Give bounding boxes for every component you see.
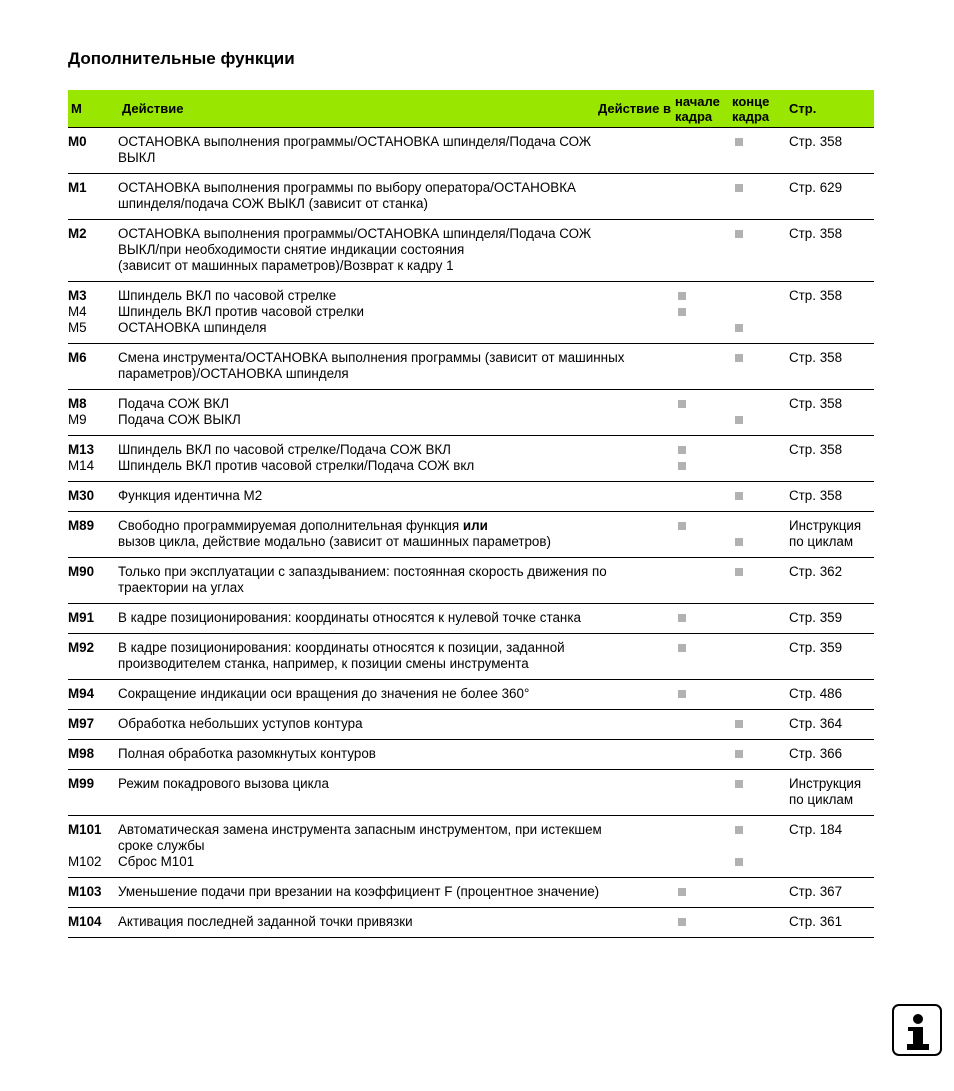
table-row (68, 908, 874, 938)
m-code: M1 (68, 180, 87, 195)
start-of-block-cell (675, 634, 732, 680)
description-text: (зависит от машинных параметров)/Возврат к кадру 1 (118, 258, 454, 273)
m-code: M30 (68, 488, 95, 503)
description-text: Свободно программируемая дополнительная функция (118, 518, 460, 533)
description-line (118, 196, 675, 212)
info-icon (892, 1004, 942, 1056)
start-of-block-cell (675, 558, 732, 604)
m-code-cell (68, 634, 118, 680)
description-cell (118, 908, 675, 938)
end-of-block-cell (732, 390, 789, 436)
start-mark-square-icon (678, 644, 686, 652)
end-of-block-cell (732, 174, 789, 220)
page-ref-cell (789, 220, 874, 282)
description-cell (118, 344, 675, 390)
m-code: M13 (68, 442, 95, 457)
m-code: M104 (68, 914, 102, 929)
description-line (118, 134, 675, 150)
start-mark-square-icon (678, 888, 686, 896)
description-text: ОСТАНОВКА выполнения программы/ОСТАНОВКА шпинделя/Подача СОЖ (118, 226, 592, 241)
description-line (118, 412, 675, 428)
page-ref: Стр. 366 (789, 746, 843, 761)
start-of-block-cell (675, 390, 732, 436)
page-ref-cell (789, 436, 874, 482)
end-mark-square-icon (735, 138, 743, 146)
m-code-cell (68, 344, 118, 390)
end-of-block-cell (732, 128, 789, 174)
description-cell (118, 710, 675, 740)
m-code-cell (68, 558, 118, 604)
m-code: M101 (68, 822, 102, 837)
start-of-block-cell (675, 174, 732, 220)
start-of-block-cell (675, 344, 732, 390)
table-row (68, 390, 874, 436)
description-line (118, 320, 675, 336)
m-code-cell (68, 174, 118, 220)
m-code: M94 (68, 686, 95, 701)
header-page: Стр. (789, 90, 874, 128)
description-text: Шпиндель ВКЛ против часовой стрелки/Подача СОЖ вкл (118, 458, 475, 473)
description-line (118, 518, 675, 534)
page-ref: Стр. 358 (789, 350, 843, 365)
end-of-block-cell (732, 634, 789, 680)
page-ref-cell (789, 344, 874, 390)
start-of-block-cell (675, 482, 732, 512)
description-cell (118, 390, 675, 436)
end-mark-square-icon (735, 750, 743, 758)
description-line (118, 258, 675, 274)
description-cell (118, 128, 675, 174)
description-line (118, 746, 675, 762)
start-of-block-cell (675, 128, 732, 174)
description-text: Обработка небольших уступов контура (118, 716, 363, 731)
table-row (68, 604, 874, 634)
description-cell (118, 604, 675, 634)
m-code: M4 (68, 304, 87, 319)
description-text: Сокращение индикации оси вращения до значения не более 360° (118, 686, 530, 701)
m-code: M102 (68, 854, 102, 869)
start-mark-square-icon (678, 522, 686, 530)
page-ref-cell (789, 128, 874, 174)
description-line (118, 776, 675, 792)
page-ref: Стр. 629 (789, 180, 843, 195)
page-ref-cell (789, 710, 874, 740)
description-cell (118, 680, 675, 710)
description-text: параметров)/ОСТАНОВКА шпинделя (118, 366, 349, 381)
end-of-block-cell (732, 482, 789, 512)
description-text: ВЫКЛ (118, 150, 156, 165)
page-ref: Инструкция (789, 776, 862, 791)
table-row (68, 512, 874, 558)
m-code: M14 (68, 458, 95, 473)
page-ref: Стр. 362 (789, 564, 843, 579)
header-action: Действие (122, 100, 184, 116)
end-of-block-cell (732, 604, 789, 634)
page-ref-cell (789, 634, 874, 680)
table-header-row (68, 90, 874, 128)
table-row (68, 482, 874, 512)
table-row (68, 816, 874, 878)
table-row (68, 878, 874, 908)
end-of-block-cell (732, 710, 789, 740)
page-ref: по циклам (789, 534, 854, 549)
end-of-block-cell (732, 816, 789, 878)
m-code: M6 (68, 350, 87, 365)
description-cell (118, 282, 675, 344)
start-mark-square-icon (678, 446, 686, 454)
page-ref: Стр. 184 (789, 822, 843, 837)
description-text: Автоматическая замена инструмента запасным инструментом, при истекшем (118, 822, 602, 837)
m-code-cell (68, 604, 118, 634)
description-text: Уменьшение подачи при врезании на коэффициент F (процентное значение) (118, 884, 600, 899)
header-end-line2: кадра (732, 108, 770, 124)
end-of-block-cell (732, 344, 789, 390)
description-text: Активация последней заданной точки привязки (118, 914, 413, 929)
description-cell (118, 482, 675, 512)
header-start-line2: кадра (675, 108, 713, 124)
table-row (68, 128, 874, 174)
header-action-cell (118, 90, 675, 128)
table-row (68, 770, 874, 816)
description-text: Подача СОЖ ВЫКЛ (118, 412, 241, 427)
description-cell (118, 436, 675, 482)
description-emphasis: или (462, 518, 488, 533)
description-text: ОСТАНОВКА шпинделя (118, 320, 267, 335)
page-ref-cell (789, 482, 874, 512)
description-text: Подача СОЖ ВКЛ (118, 396, 229, 411)
description-cell (118, 770, 675, 816)
description-line (118, 656, 675, 672)
description-text: В кадре позиционирования: координаты относятся к нулевой точке станка (118, 610, 581, 625)
header-m: M (68, 90, 118, 128)
description-line (118, 150, 675, 166)
description-line (118, 822, 675, 838)
page-ref: по циклам (789, 792, 854, 807)
page-ref: Стр. 358 (789, 288, 843, 303)
description-line (118, 366, 675, 382)
m-code: M98 (68, 746, 95, 761)
description-line (118, 610, 675, 626)
start-of-block-cell (675, 770, 732, 816)
page-ref-cell (789, 908, 874, 938)
page-ref: Стр. 367 (789, 884, 843, 899)
description-text: вызов цикла, действие модально (зависит от машинных параметров) (118, 534, 551, 549)
m-code: M5 (68, 320, 87, 335)
page-ref-cell (789, 558, 874, 604)
header-end-of-block (732, 90, 789, 128)
m-code-cell (68, 878, 118, 908)
table-row (68, 344, 874, 390)
start-of-block-cell (675, 282, 732, 344)
m-code: M91 (68, 610, 95, 625)
start-mark-square-icon (678, 690, 686, 698)
description-text: Шпиндель ВКЛ по часовой стрелке/Подача СОЖ ВКЛ (118, 442, 451, 457)
description-line (118, 534, 675, 550)
end-mark-square-icon (735, 324, 743, 332)
description-text: Сброс M101 (118, 854, 195, 869)
end-mark-square-icon (735, 492, 743, 500)
description-line (118, 350, 675, 366)
m-code-cell (68, 908, 118, 938)
description-text: ВЫКЛ/при необходимости снятие индикации состояния (118, 242, 465, 257)
description-line (118, 288, 675, 304)
m-code: M89 (68, 518, 95, 533)
m-code-cell (68, 220, 118, 282)
m-code-cell (68, 128, 118, 174)
end-of-block-cell (732, 282, 789, 344)
description-line (118, 458, 675, 474)
m-code: M3 (68, 288, 87, 303)
end-mark-square-icon (735, 826, 743, 834)
description-text: Режим покадрового вызова цикла (118, 776, 329, 791)
page-ref-cell (789, 512, 874, 558)
page-ref-cell (789, 740, 874, 770)
description-line (118, 716, 675, 732)
start-of-block-cell (675, 740, 732, 770)
page-ref: Стр. 486 (789, 686, 843, 701)
page-ref-cell (789, 282, 874, 344)
end-of-block-cell (732, 770, 789, 816)
m-code-cell (68, 282, 118, 344)
description-line (118, 564, 675, 580)
start-mark-square-icon (678, 918, 686, 926)
table-row (68, 436, 874, 482)
page-ref: Стр. 358 (789, 226, 843, 241)
start-mark-square-icon (678, 614, 686, 622)
page-ref-cell (789, 816, 874, 878)
end-mark-square-icon (735, 720, 743, 728)
table-row (68, 282, 874, 344)
table-row (68, 680, 874, 710)
description-line (118, 488, 675, 504)
description-text: траектории на углах (118, 580, 244, 595)
page-ref: Стр. 358 (789, 488, 843, 503)
m-code-cell (68, 680, 118, 710)
start-mark-square-icon (678, 400, 686, 408)
end-of-block-cell (732, 436, 789, 482)
page-ref-cell (789, 770, 874, 816)
m-code-cell (68, 482, 118, 512)
table-row (68, 634, 874, 680)
description-cell (118, 634, 675, 680)
m-code-cell (68, 740, 118, 770)
table-row (68, 220, 874, 282)
description-line (118, 884, 675, 900)
end-of-block-cell (732, 680, 789, 710)
start-of-block-cell (675, 604, 732, 634)
description-text: Шпиндель ВКЛ по часовой стрелке (118, 288, 337, 303)
table-row (68, 740, 874, 770)
start-of-block-cell (675, 908, 732, 938)
description-line (118, 914, 675, 930)
end-of-block-cell (732, 512, 789, 558)
description-line (118, 442, 675, 458)
page-ref: Инструкция (789, 518, 862, 533)
start-mark-square-icon (678, 292, 686, 300)
end-of-block-cell (732, 878, 789, 908)
description-line (118, 226, 675, 242)
end-mark-square-icon (735, 354, 743, 362)
description-text: шпинделя/подача СОЖ ВЫКЛ (зависит от станка) (118, 196, 428, 211)
description-cell (118, 816, 675, 878)
header-action-in: Действие в (597, 100, 671, 116)
page-ref: Стр. 358 (789, 396, 843, 411)
end-mark-square-icon (735, 416, 743, 424)
table-row (68, 710, 874, 740)
description-text: ОСТАНОВКА выполнения программы по выбору оператора/ОСТАНОВКА (118, 180, 576, 195)
page-ref: Стр. 361 (789, 914, 843, 929)
description-text: сроке службы (118, 838, 205, 853)
m-code-cell (68, 770, 118, 816)
end-of-block-cell (732, 558, 789, 604)
table-row (68, 558, 874, 604)
start-of-block-cell (675, 680, 732, 710)
start-of-block-cell (675, 220, 732, 282)
start-of-block-cell (675, 878, 732, 908)
end-mark-square-icon (735, 184, 743, 192)
end-mark-square-icon (735, 568, 743, 576)
description-line (118, 304, 675, 320)
table-row (68, 174, 874, 220)
start-mark-square-icon (678, 462, 686, 470)
m-code: M97 (68, 716, 95, 731)
page-ref: Стр. 364 (789, 716, 843, 731)
end-mark-square-icon (735, 538, 743, 546)
description-line (118, 580, 675, 596)
start-of-block-cell (675, 710, 732, 740)
m-code: M2 (68, 226, 87, 241)
page-ref: Стр. 358 (789, 442, 843, 457)
description-text: Только при эксплуатации с запаздыванием: постоянная скорость движения по (118, 564, 607, 579)
description-text: производителем станка, например, к позиции смены инструмента (118, 656, 529, 671)
description-cell (118, 174, 675, 220)
description-line (118, 180, 675, 196)
description-line (118, 640, 675, 656)
m-code: M90 (68, 564, 95, 579)
m-code: M99 (68, 776, 95, 791)
description-text: Смена инструмента/ОСТАНОВКА выполнения программы (зависит от машинных (118, 350, 625, 365)
description-text: ОСТАНОВКА выполнения программы/ОСТАНОВКА шпинделя/Подача СОЖ (118, 134, 592, 149)
page-ref-cell (789, 390, 874, 436)
description-line (118, 686, 675, 702)
end-of-block-cell (732, 220, 789, 282)
end-mark-square-icon (735, 858, 743, 866)
m-code (68, 838, 118, 854)
description-cell (118, 220, 675, 282)
page-ref: Стр. 359 (789, 610, 843, 625)
start-of-block-cell (675, 436, 732, 482)
description-cell (118, 740, 675, 770)
page-title: Дополнительные функции (68, 49, 295, 68)
header-start-of-block (675, 90, 732, 128)
header-end-line1: конце (732, 93, 770, 109)
page-ref-cell (789, 174, 874, 220)
m-code-cell (68, 816, 118, 878)
m-code-cell (68, 710, 118, 740)
m-code: M9 (68, 412, 87, 427)
m-code: M0 (68, 134, 87, 149)
description-cell (118, 512, 675, 558)
end-mark-square-icon (735, 780, 743, 788)
description-text: Полная обработка разомкнутых контуров (118, 746, 376, 761)
m-code-cell (68, 390, 118, 436)
description-cell (118, 558, 675, 604)
page-ref: Стр. 358 (789, 134, 843, 149)
description-line (118, 242, 675, 258)
m-code-cell (68, 436, 118, 482)
description-cell (118, 878, 675, 908)
end-of-block-cell (732, 740, 789, 770)
description-line (118, 854, 675, 870)
description-line (118, 838, 675, 854)
m-code-cell (68, 512, 118, 558)
m-code: M103 (68, 884, 102, 899)
page-ref-cell (789, 604, 874, 634)
end-mark-square-icon (735, 230, 743, 238)
header-start-line1: начале (675, 93, 720, 109)
description-text: Шпиндель ВКЛ против часовой стрелки (118, 304, 365, 319)
description-line (118, 396, 675, 412)
start-of-block-cell (675, 512, 732, 558)
end-of-block-cell (732, 908, 789, 938)
description-text: Функция идентична M2 (118, 488, 263, 503)
m-functions-table (68, 90, 874, 938)
start-mark-square-icon (678, 308, 686, 316)
m-code: M92 (68, 640, 95, 655)
m-code: M8 (68, 396, 87, 411)
page-ref-cell (789, 680, 874, 710)
page-ref-cell (789, 878, 874, 908)
start-of-block-cell (675, 816, 732, 878)
page-ref: Стр. 359 (789, 640, 843, 655)
description-text: В кадре позиционирования: координаты относятся к позиции, заданной (118, 640, 565, 655)
